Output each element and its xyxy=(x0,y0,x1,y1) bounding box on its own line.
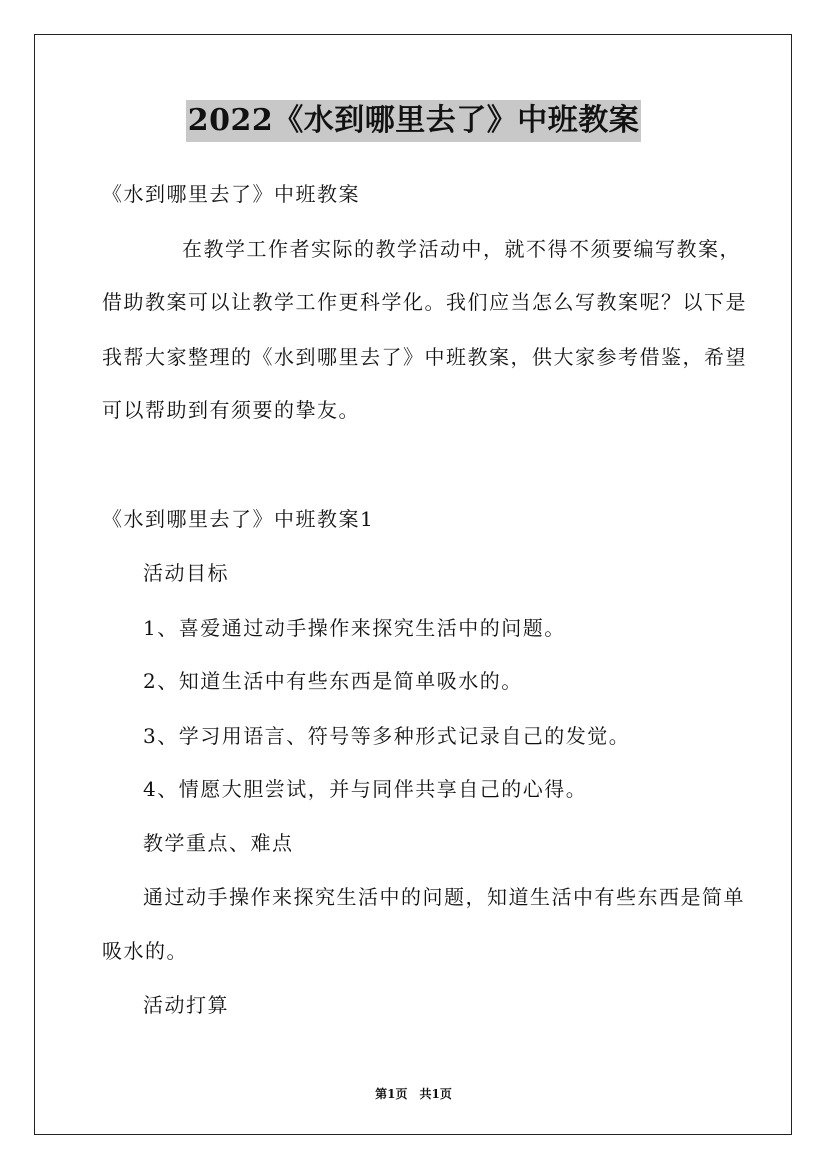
plan-heading: 活动打算 xyxy=(143,993,229,1017)
intro-line-4: 可以帮助到有须要的挚友。 xyxy=(102,398,360,422)
intro-line-2: 借助教案可以让教学工作更科学化。我们应当怎么写教案呢？以下是 xyxy=(102,290,747,314)
title-container xyxy=(0,100,827,142)
document-title: 2022《水到哪里去了》中班教案 xyxy=(186,100,642,142)
intro-line-1: 在教学工作者实际的教学活动中，就不得不须要编写教案， xyxy=(182,237,741,261)
document-subtitle: 《水到哪里去了》中班教案 xyxy=(102,182,360,206)
key-points-line-2: 吸水的。 xyxy=(102,939,188,963)
goal-item-3: 3、学习用语言、符号等多种形式记录自己的发觉。 xyxy=(143,724,631,748)
key-points-heading: 教学重点、难点 xyxy=(143,831,294,855)
goal-item-1: 1、喜爱通过动手操作来探究生活中的问题。 xyxy=(143,616,566,640)
goal-item-4: 4、情愿大胆尝试，并与同伴共享自己的心得。 xyxy=(143,777,588,801)
page-number-footer: 第1页 共1页 xyxy=(375,1087,452,1101)
goals-heading: 活动目标 xyxy=(143,561,229,585)
intro-line-3: 我帮大家整理的《水到哪里去了》中班教案，供大家参考借鉴，希望 xyxy=(102,345,747,369)
section-heading: 《水到哪里去了》中班教案1 xyxy=(102,507,375,531)
goal-item-2: 2、知道生活中有些东西是简单吸水的。 xyxy=(143,669,523,693)
key-points-line-1: 通过动手操作来探究生活中的问题，知道生活中有些东西是简单 xyxy=(143,885,745,909)
